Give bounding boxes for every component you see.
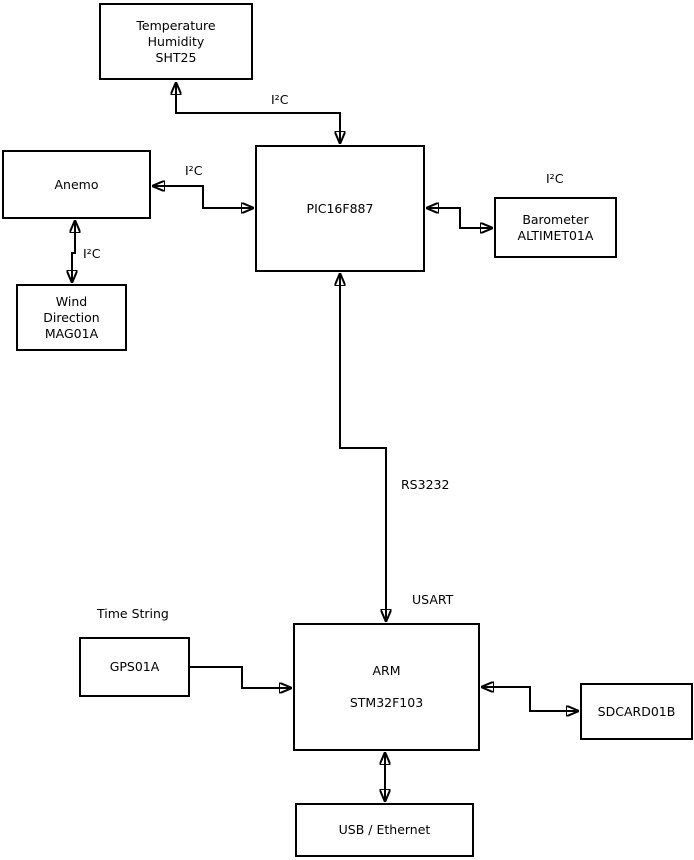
connector-pic-barometer	[426, 208, 493, 228]
node-arm-stm32f103	[293, 623, 480, 751]
node-label-line: PIC16F887	[306, 200, 374, 216]
bus-label-i2c-wind: I²C	[83, 246, 101, 261]
connector-anemo-pic	[152, 186, 254, 208]
node-label-line: USB / Ethernet	[338, 822, 431, 837]
bus-label-usart: USART	[412, 592, 454, 607]
connector-arm-sdcard	[481, 687, 579, 711]
bus-label-i2c-anemo: I²C	[185, 163, 203, 178]
node-label-line: GPS01A	[109, 659, 160, 674]
node-wind-direction-mag01a	[16, 284, 127, 351]
connector-anemo-wind	[72, 220, 75, 283]
node-temperature-humidity-sht25	[99, 3, 253, 80]
bus-label-i2c-barometer: I²C	[546, 171, 564, 186]
node-label-line: MAG01A	[44, 325, 99, 341]
node-anemo	[2, 150, 151, 219]
node-pic16f887	[255, 145, 425, 272]
node-label-line: Direction	[43, 309, 100, 325]
node-sdcard01b	[580, 683, 693, 740]
node-label-line: SDCARD01B	[597, 703, 676, 719]
connector-sht25-pic	[176, 82, 340, 144]
bus-label-rs3232: RS3232	[401, 477, 450, 492]
node-label-line: SHT25	[155, 49, 197, 65]
node-label-line: Humidity	[147, 33, 205, 49]
node-gps01a	[79, 637, 190, 697]
bus-label-i2c-sht25: I²C	[271, 92, 289, 107]
node-label-line: Temperature	[136, 17, 216, 33]
node-label-line: Barometer	[522, 211, 589, 227]
node-usb-ethernet	[295, 803, 474, 857]
connector-pic-arm	[340, 273, 386, 622]
node-label-line: Anemo	[54, 176, 99, 192]
node-label-line: ALTIMET01A	[517, 227, 594, 243]
gps-output-label: Time String	[97, 606, 169, 621]
node-barometer-altimet01a	[494, 197, 617, 258]
connector-gps-arm	[190, 667, 292, 688]
node-label-line: ARM	[372, 663, 401, 678]
node-label-line: STM32F103	[349, 695, 424, 710]
node-label-line: Wind	[55, 293, 88, 309]
